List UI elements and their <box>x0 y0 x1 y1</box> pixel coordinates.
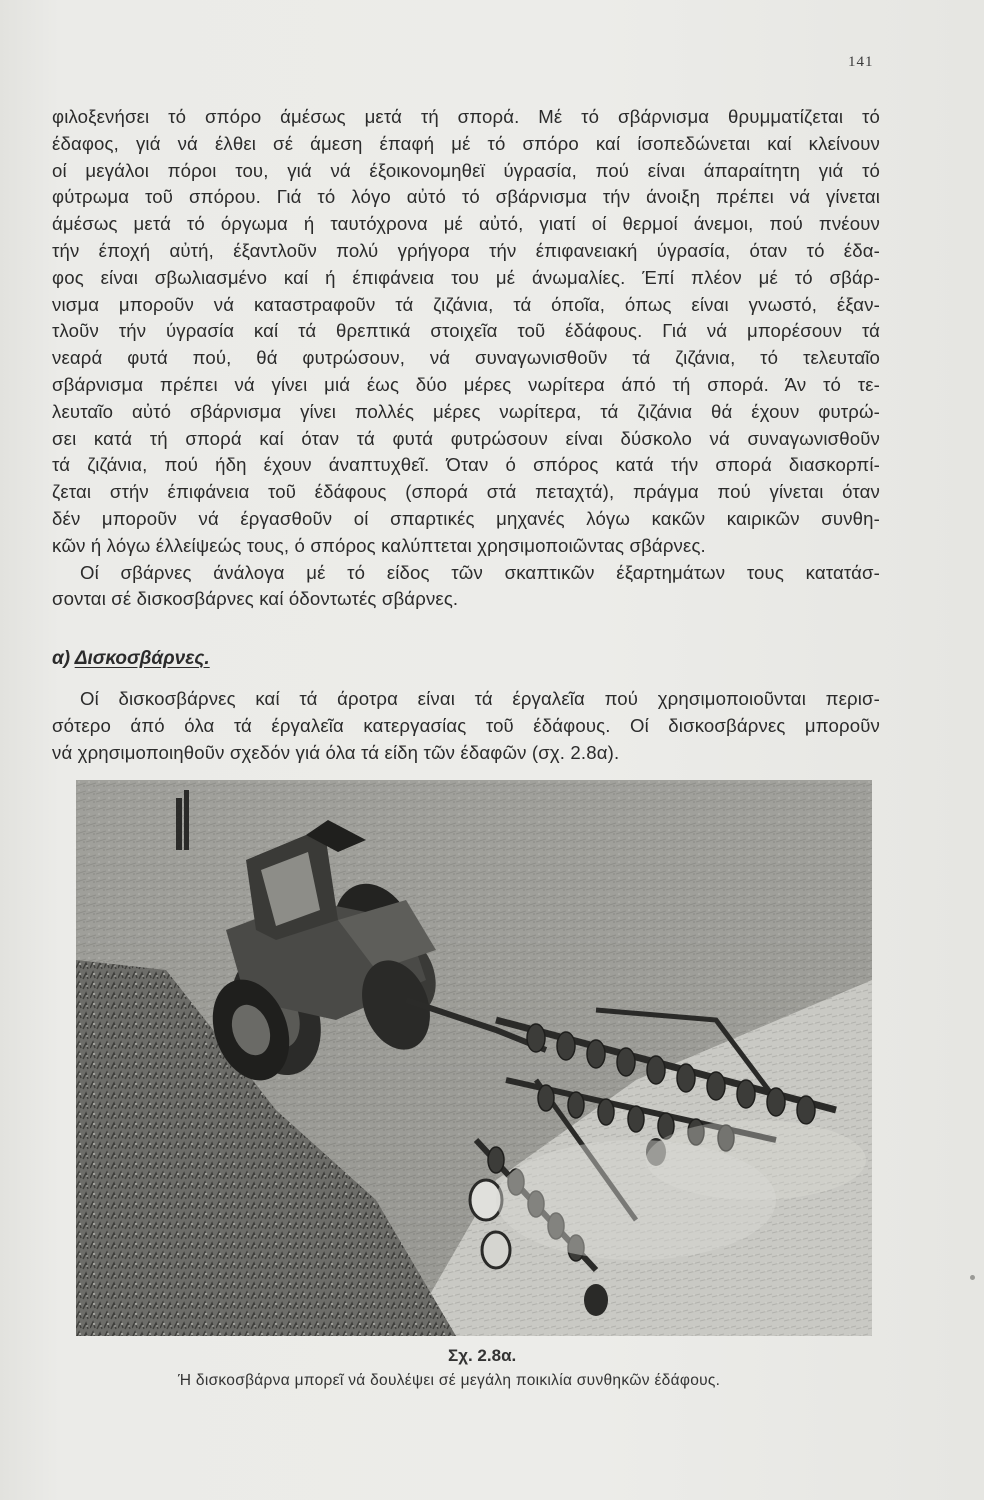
text-line: ζεται στήν έπιφάνεια τοῦ έδάφους (σπορά στά πεταχτά), πράγμα πού γίνεται όταν <box>52 481 880 503</box>
text-line: σει κατά τή σπορά καί όταν τά φυτά φυτρώσουν είναι δύσκολο νά συναγωνισθοῦν <box>52 427 880 449</box>
text-line: άμέσως μετά τό όργωμα ή ταυτόχρονα μέ αὐτό, γιατί οί θερμοί άνεμοι, πού πνέουν <box>52 213 880 235</box>
text-line: φιλοξενήσει τό σπόρο άμέσως μετά τή σπορά. Μέ τό σβάρνισμα θρυμματίζεται τό <box>52 106 880 127</box>
text-line: λευταῖο αὐτό σβάρνισμα γίνει πολλές μέρες νωρίτερα, τά ζιζάνια θά έχουν φυτρώ- <box>52 400 880 422</box>
text-line: σότερο άπό όλα τά έργαλεῖα κατεργασίας τοῦ έδάφους. Οί δισκοσβάρνες μποροῦν <box>52 714 880 736</box>
text-line: δέν μποροῦν νά έργασθοῦν οί σπαρτικές μηχανές λόγω κακῶν καιρικῶν συνθη- <box>52 507 880 529</box>
text-line: φύτρωμα τοῦ σπόρου. Γιά τό λόγο αὐτό τό σβάρνισμα τήν άνοιξη πρέπει νά γίνεται <box>52 186 880 208</box>
section-heading <box>52 648 210 670</box>
text-line: σβάρνισμα πρέπει νά γίνει μιά έως δύο μέρες νωρίτερα άπό τή σπορά. Άν τό τε- <box>52 373 880 395</box>
text-line: σονται σέ δισκοσβάρνες καί όδοντωτές σβάρνες. <box>52 588 459 610</box>
text-line: οί μεγάλοι πόροι του, γιά νά έξοικονομηθεϊ ύγρασία, πού είναι άπαραίτητη γιά τό <box>52 159 880 181</box>
text-line: νά χρησιμοποιηθοῦν σχεδόν γιά όλα τά είδη τῶν έδαφῶν (σχ. 2.8α). <box>52 741 620 763</box>
section-text <box>52 686 880 766</box>
text-line: τήν έποχή αὐτή, έξαντλοῦν πολύ γρήγορα τήν έπιφανειακή ύγρασία, όταν τό έδα- <box>52 239 880 261</box>
text-line: φος είναι σβωλιασμένο καί ή έπιφάνεια του μέ άνωμαλίες. Έπί πλέον μέ τό σβάρ- <box>52 266 880 288</box>
text-line: νισμα μποροῦν νά καταστραφοῦν τά ζιζάνια, τά όποῖα, όπως είναι γνωστό, έξαν- <box>52 293 880 315</box>
text-line: έδαφος, γιά νά έλθει σέ άμεση έπαφή μέ τό σπόρο καί ίσοπεδώνεται καί κλείνουν <box>52 132 880 154</box>
text-line: κῶν ή λόγω έλλείψεώς τους, ό σπόρος καλύπτεται χρησιμοποιῶντας σβάρνες. <box>52 534 706 556</box>
text-line: νεαρά φυτά πού, θά φυτρώσουν, νά συναγωνισθοῦν τά ζιζάνια, τό τελευταῖο <box>52 347 880 369</box>
figure-caption: Ή δισκοσβάρνα μπορεῖ νά δουλέψει σέ μεγάλη ποικιλία συνθηκῶν έδάφους. <box>178 1372 721 1389</box>
tractor-disc-harrow-photo <box>76 780 872 1336</box>
text-line: τλοῦν τήν ύγρασία καί τά θρεπτικά στοιχεῖα τοῦ έδάφους. Γιά νά μπορέσουν τά <box>52 320 880 342</box>
page-mark <box>970 1275 975 1280</box>
text-line: τά ζιζάνια, πού ήδη έχουν άναπτυχθεῖ. Όταν ό σπόρος κατά τήν σπορά διασκορπί- <box>52 454 880 476</box>
photo-illustration <box>76 780 872 1336</box>
page-number: 141 <box>848 54 874 70</box>
section-heading-letter: α) <box>52 648 71 669</box>
body-text <box>52 104 880 613</box>
figure-label: Σχ. 2.8α. <box>448 1346 517 1365</box>
section-heading-title: Δισκοσβάρνες. <box>74 648 210 669</box>
text-line: Οί δισκοσβάρνες καί τά άροτρα είναι τά έργαλεῖα πού χρησιμοποιοῦνται περισ- <box>80 688 880 709</box>
text-line: Οί σβάρνες άνάλογα μέ τό είδος τῶν σκαπτικῶν έξαρτημάτων τους κατατάσ- <box>80 561 880 583</box>
